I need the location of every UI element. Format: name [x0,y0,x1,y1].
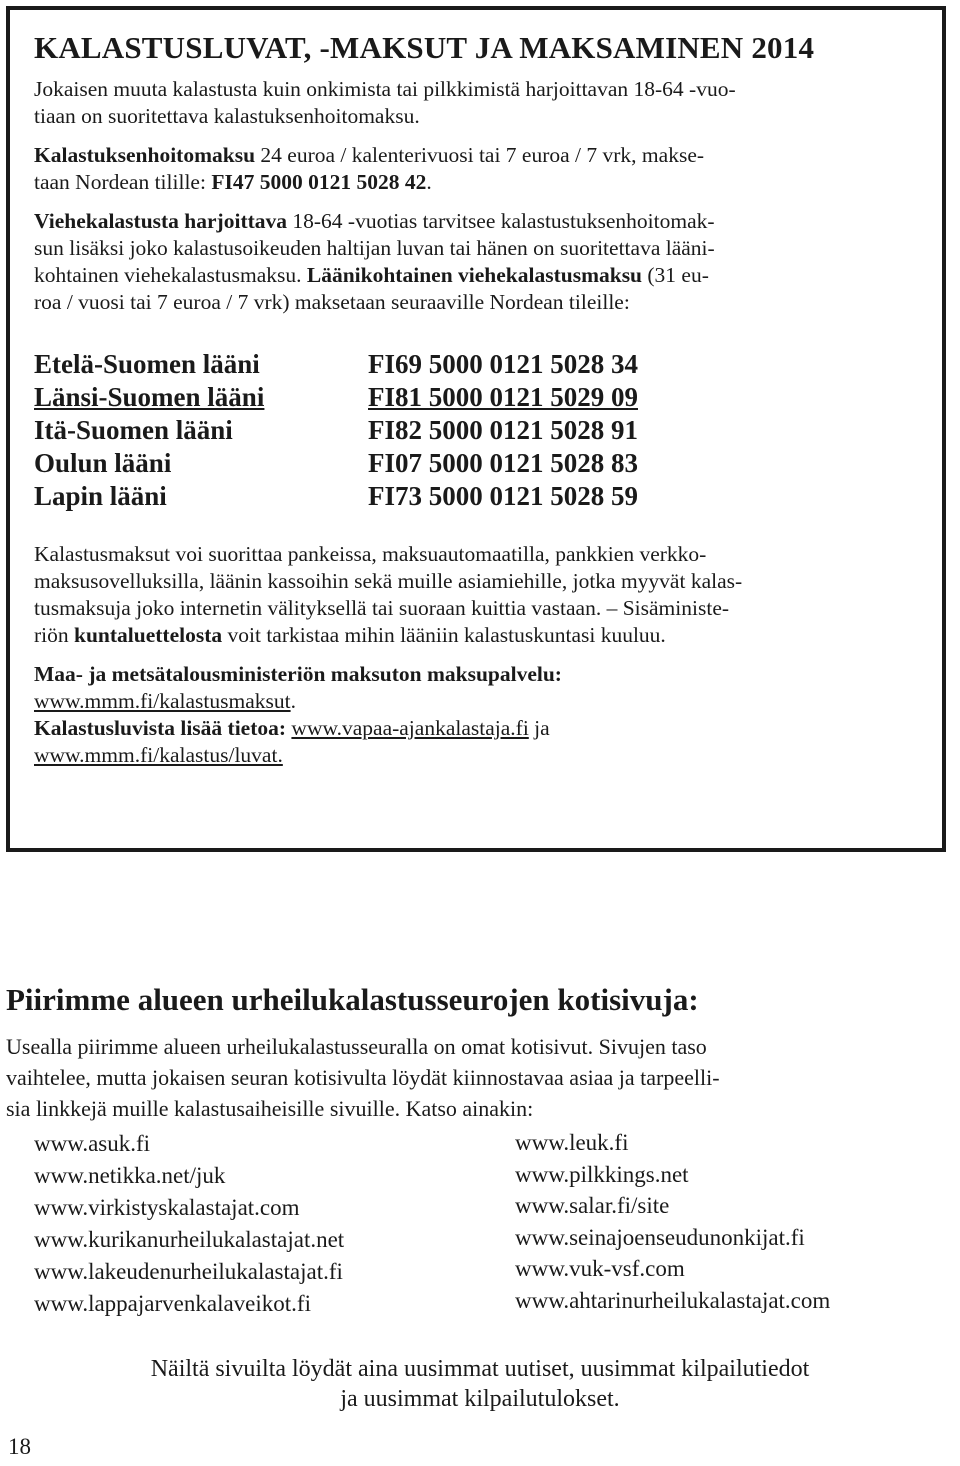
text-line: Usealla piirimme alueen urheilukalastusseuralla on omat kotisivut. Sivujen taso [6,1034,707,1059]
section-intro [6,1031,956,1124]
club-link[interactable]: www.netikka.net/juk [34,1163,226,1188]
paragraph-payment-places [34,541,920,649]
club-link[interactable]: www.vuk-vsf.com [515,1256,685,1281]
text-line: maksusovelluksilla, läänin kassoihin sekä muille asiamiehille, jotka myyvät kalas- [34,569,743,593]
club-link[interactable]: www.ahtarinurheilukalastajat.com [515,1287,831,1313]
text-fragment: . [426,170,432,194]
bold-term: Läänikohtainen viehekalastusmaksu [306,263,643,287]
text-fragment: ja [528,716,550,740]
club-links-left [34,1128,344,1320]
text-line: ja uusimmat kilpailutulokset. [340,1386,620,1412]
text-fragment: . [290,689,296,713]
paragraph-lure-fee [34,208,920,316]
fishing-fee-account: FI47 5000 0121 5028 42 [211,170,427,194]
mmm-luvat-link[interactable]: www.mmm.fi/kalastus/luvat. [34,743,283,767]
text-fragment: taan Nordean tilille: [34,170,212,194]
text-fragment: kohtainen viehekalastusmaksu. [34,263,307,287]
club-link[interactable]: www.lappajarvenkalaveikot.fi [34,1291,311,1316]
bold-term: Viehekalastusta harjoittava [34,209,288,233]
paragraph-fishing-fee [34,142,920,196]
account-row [34,414,920,447]
text-fragment: 18-64 -vuotias tarvitsee kalastustuksenhoitomak- [287,209,715,233]
club-link[interactable]: www.pilkkings.net [515,1161,689,1187]
account-iban: FI81 5000 0121 5029 09 [368,382,638,412]
bold-heading: Maa- ja metsätalousministeriön maksuton maksupalvelu: [34,662,562,686]
paragraph-general-fee [34,76,920,130]
text-line: tusmaksuja joko internetin välityksellä tai suoraan kuittia vastaan. – Sisäministe- [34,596,730,620]
account-region: Etelä-Suomen lääni [34,349,260,379]
footer-note [0,1354,960,1414]
box-title: KALASTUSLUVAT, -MAKSUT JA MAKSAMINEN 2014 [34,30,815,65]
club-link[interactable]: www.seinajoenseudunonkijat.fi [515,1224,805,1250]
account-row [34,381,920,414]
account-row [34,348,920,381]
club-link[interactable]: www.leuk.fi [515,1130,629,1155]
text-fragment: (31 eu- [642,263,709,287]
text-line: tiaan on suoritettava kalastuksenhoitomaksu. [34,104,420,128]
bold-term: Kalastuksenhoitomaksu [34,143,256,167]
account-region: Oulun lääni [34,448,172,478]
vapaa-ajankalastaja-link[interactable]: www.vapaa-ajankalastaja.fi [291,716,529,740]
account-region: Itä-Suomen lääni [34,415,233,445]
account-region: Lapin lääni [34,481,167,511]
payment-service-link[interactable]: www.mmm.fi/kalastusmaksut [34,689,291,713]
text-line: sun lisäksi joko kalastusoikeuden haltijan luvan tai hänen on suoritettava lääni- [34,236,715,260]
account-region: Länsi-Suomen lääni [34,382,265,412]
paragraph-payment-service [34,661,920,769]
text-line: Näiltä sivuilta löydät aina uusimmat uutiset, uusimmat kilpailutiedot [150,1356,810,1382]
text-line: Kalastusmaksut voi suorittaa pankeissa, maksuautomaatilla, pankkien verkko- [34,542,707,566]
page-number: 18 [8,1434,31,1459]
info-box [6,6,946,852]
text-line: roa / vuosi tai 7 euroa / 7 vrk) maksetaan seuraaville Nordean tileille: [34,290,630,314]
account-iban: FI73 5000 0121 5028 59 [368,481,638,511]
account-table [34,348,920,513]
account-row [34,447,920,480]
club-link[interactable]: www.virkistyskalastajat.com [34,1195,300,1220]
club-link[interactable]: www.kurikanurheilukalastajat.net [34,1227,345,1252]
bold-heading: Kalastusluvista lisää tietoa: [34,716,287,740]
account-row [34,480,920,513]
text-line: sia linkkejä muille kalastusaiheisille sivuille. Katso ainakin: [6,1096,534,1121]
club-link[interactable]: www.lakeudenurheilukalastajat.fi [34,1259,343,1284]
text-fragment: voit tarkistaa mihin lääniin kalastuskuntasi kuuluu. [222,623,666,647]
bold-term: kuntaluettelosta [74,623,223,647]
text-line: Jokaisen muuta kalastusta kuin onkimista tai pilkkimistä harjoittavan 18-64 -vuo- [34,77,736,101]
account-iban: FI69 5000 0121 5028 34 [368,349,638,379]
text-line: vaihtelee, mutta jokaisen seuran kotisivulta löydät kiinnostavaa asiaa ja tarpeelli- [6,1065,720,1090]
account-iban: FI82 5000 0121 5028 91 [368,415,638,445]
club-link[interactable]: www.salar.fi/site [515,1193,670,1218]
section-title: Piirimme alueen urheilukalastusseurojen kotisivuja: [6,982,699,1017]
text-fragment: riön [34,623,75,647]
text-fragment: 24 euroa / kalenterivuosi tai 7 euroa / 7 vrk, makse- [255,143,705,167]
club-link[interactable]: www.asuk.fi [34,1131,151,1156]
club-links-right [515,1127,830,1316]
account-iban: FI07 5000 0121 5028 83 [368,448,638,478]
